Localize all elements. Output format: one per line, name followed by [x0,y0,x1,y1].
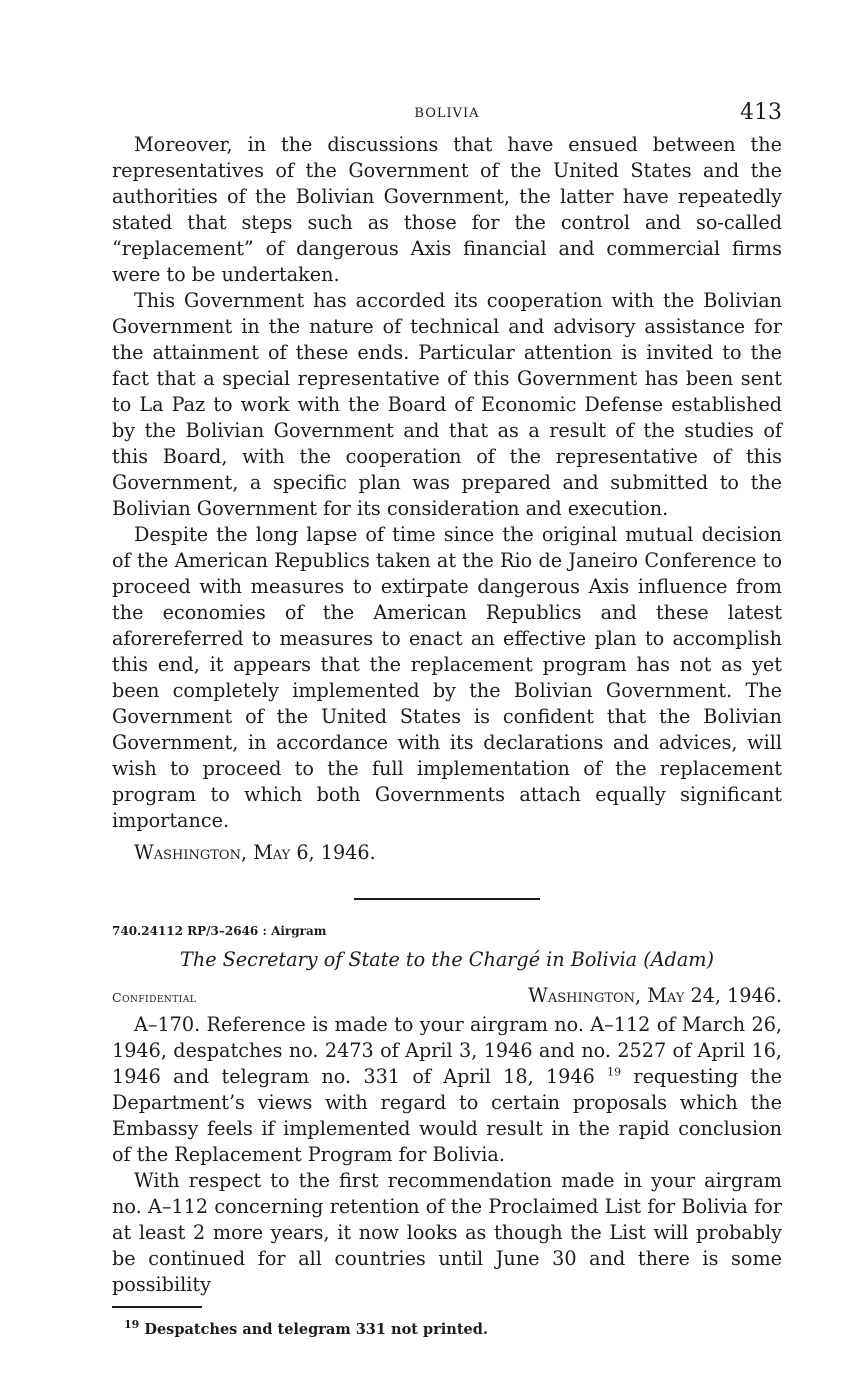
file-reference: 740.24112 RP/3–2646 : Airgram [112,924,327,938]
footnote-text: Despatches and telegram 331 not printed. [144,1321,488,1338]
running-head [112,100,782,132]
running-title: BOLIVIA [414,106,480,121]
document-title: The Secretary of State to the Chargé in Bolivia (Adam) [180,948,714,971]
footnote [124,1320,782,1340]
paragraph-a170-text: A–170. Reference is made to your airgram no. A–112 of March 26, 1946, despatches no. 2473 of April 3, 1946 and no. 2527 of April 16, 1946 and telegram no. 331 of April 18, 1946 [112,1013,782,1088]
document-page [112,100,782,1340]
paragraph-despite: Despite the long lapse of time since the original mutual decision of the American Republics taken at the Rio de Janeiro Conference to proceed with measures to extirpate dangerous Axis influence from the economies of the American Republics and these latest aforereferred to measures to enact an effective plan to accomplish this end, it appears that the replacement program has not as yet been completely implemented by the Bolivian Government. The Government of the United States is confident that the Bolivian Government, in accordance with its declarations and advices, will wish to proceed to the full implementation of the replacement program to which both Governments attach equally significant importance. [112,523,782,832]
footnote-mark: 19 [124,1318,140,1332]
section-divider [354,898,540,900]
footnote-reference[interactable]: 19 [607,1065,622,1079]
dispatch-date: Washington, May 24, 1946. [528,984,782,1007]
footnote-divider [112,1306,202,1308]
paragraph-a170-text-cont: requesting the Department’s views with regard to certain proposals which the Embassy feels if implemented would result in the rapid conclusion of the Replacement Program for Bolivia. [112,1065,782,1166]
signature-place-date: Washington, May 6, 1946. [134,841,376,864]
paragraph-a170 [112,1012,782,1168]
paragraph-cooperation: This Government has accorded its cooperation with the Bolivian Government in the nature of technical and advisory assistance for the attainment of these ends. Particular attention is invited to the fact that a special representative of this Government has been sent to La Paz to work with the Board of Economic Defense established by the Bolivian Government and that as a result of the studies of this Board, with the cooperation of the representative of this Government, a specific plan was prepared and submitted to the Bolivian Government for its consideration and execution. [112,289,782,520]
classification-label: Confidential [112,990,197,1005]
paragraph-first-recommendation: With respect to the first recommendation made in your airgram no. A–112 concerning retention of the Proclaimed List for Bolivia for at least 2 more years, it now looks as though the List will probably be continued for all countries until June 30 and there is some possibility [112,1169,782,1296]
paragraph-moreover: Moreover, in the discussions that have ensued between the representatives of the Government of the United States and the authorities of the Bolivian Government, the latter have repeatedly stated that steps such as those for the control and so-called “replacement” of dangerous Axis financial and commercial firms were to be undertaken. [112,133,782,286]
classification-date-line [112,984,782,1012]
page-number: 413 [740,100,782,125]
